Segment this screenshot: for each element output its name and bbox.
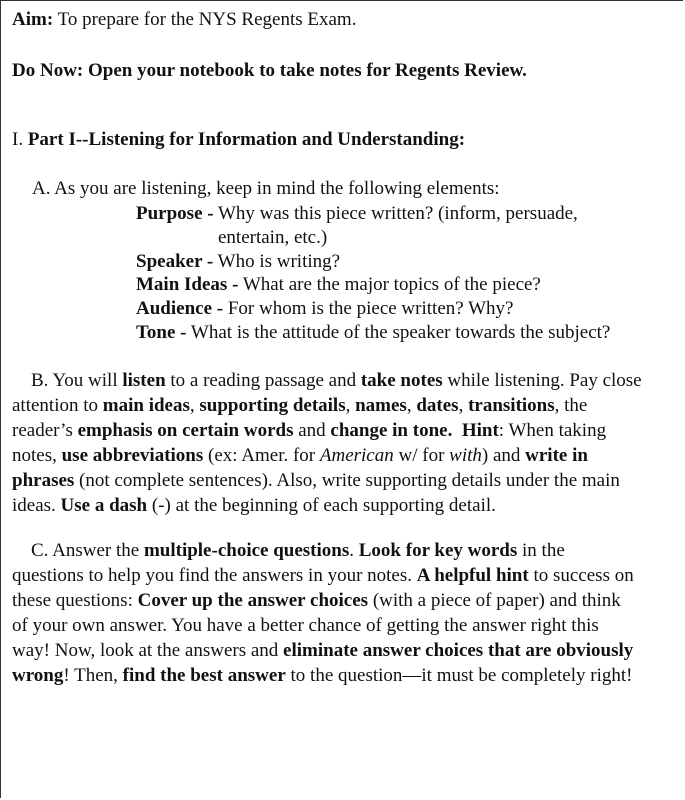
aim-line bbox=[12, 8, 356, 32]
bold-run: supporting details bbox=[199, 395, 346, 416]
do-now-line bbox=[12, 59, 527, 83]
bold-run: Use a dash bbox=[60, 495, 148, 516]
bold-run: Hint bbox=[461, 420, 499, 441]
text-run: of your own answer. You have a better chance of getting the answer right this bbox=[12, 615, 599, 636]
paragraph-line bbox=[12, 563, 684, 588]
bold-run: eliminate answer choices that are obviously bbox=[283, 640, 634, 661]
paragraph-line bbox=[12, 493, 684, 518]
element-desc: What are the major topics of the piece? bbox=[238, 274, 541, 295]
element-desc: Why was this piece written? (inform, persuade, bbox=[213, 203, 578, 224]
element-main-ideas bbox=[136, 273, 541, 297]
text-run: , bbox=[345, 395, 356, 416]
do-now-text: Open your notebook to take notes for Regents Review. bbox=[83, 60, 527, 81]
bold-run: transitions bbox=[468, 395, 555, 416]
text-run: . bbox=[349, 540, 359, 561]
paragraph-line bbox=[12, 638, 684, 663]
paragraph-line bbox=[12, 368, 684, 393]
aim-text: To prepare for the NYS Regents Exam. bbox=[53, 9, 357, 30]
italic-run: American bbox=[319, 445, 394, 466]
paragraph-line bbox=[12, 613, 684, 638]
element-audience bbox=[136, 297, 513, 321]
text-run: (with a piece of paper) and think bbox=[368, 590, 621, 611]
bold-run: multiple-choice questions bbox=[143, 540, 350, 561]
paragraph-line bbox=[12, 588, 684, 613]
element-term: Speaker - bbox=[136, 251, 214, 272]
text-run: B. You will bbox=[12, 370, 123, 391]
text-run: (-) at the beginning of each supporting detail. bbox=[147, 495, 496, 516]
element-term: Purpose - bbox=[136, 203, 214, 224]
part-one-title: Part I--Listening for Information and Understanding: bbox=[27, 129, 466, 150]
aim-label: Aim: bbox=[12, 9, 54, 30]
element-desc: For whom is the piece written? Why? bbox=[223, 298, 514, 319]
text-run: , bbox=[406, 395, 417, 416]
element-speaker bbox=[136, 250, 340, 274]
bold-run: Look for key words bbox=[358, 540, 518, 561]
text-run: C. Answer the bbox=[12, 540, 144, 561]
bold-run: names bbox=[355, 395, 407, 416]
element-desc: What is the attitude of the speaker towards the subject? bbox=[186, 322, 611, 343]
bold-run: dates bbox=[416, 395, 459, 416]
text-run: to a reading passage and bbox=[165, 370, 361, 391]
element-tone bbox=[136, 321, 610, 345]
text-run: (not complete sentences). Also, write supporting details under the main bbox=[74, 470, 620, 491]
bold-run: take notes bbox=[360, 370, 443, 391]
paragraph-line bbox=[12, 663, 684, 688]
text-run: , bbox=[189, 395, 200, 416]
bold-run: change in tone. bbox=[330, 420, 453, 441]
bold-run: use abbreviations bbox=[61, 445, 204, 466]
element-term: Audience - bbox=[136, 298, 224, 319]
bold-run: phrases bbox=[12, 470, 75, 491]
bold-run: wrong bbox=[12, 665, 64, 686]
element-term: Main Ideas - bbox=[136, 274, 239, 295]
text-run: reader’s bbox=[12, 420, 78, 441]
text-run bbox=[452, 420, 462, 441]
section-a-intro: A. As you are listening, keep in mind the following elements: bbox=[32, 178, 500, 199]
do-now-label: Do Now: bbox=[12, 60, 84, 81]
element-desc: Who is writing? bbox=[213, 251, 341, 272]
bold-run: write in bbox=[525, 445, 588, 466]
bold-run: emphasis on certain words bbox=[77, 420, 294, 441]
italic-run: with bbox=[449, 445, 482, 466]
text-run: these questions: bbox=[12, 590, 138, 611]
text-run: ! Then, bbox=[63, 665, 123, 686]
bold-run: main ideas bbox=[102, 395, 190, 416]
section-b-paragraph bbox=[12, 368, 684, 518]
text-run: : When taking bbox=[498, 420, 607, 441]
text-run: while listening. Pay close bbox=[442, 370, 642, 391]
text-run: (ex: Amer. for bbox=[203, 445, 320, 466]
text-run: and bbox=[293, 420, 331, 441]
element-purpose-continued: entertain, etc.) bbox=[218, 227, 328, 248]
text-run: way! Now, look at the answers and bbox=[12, 640, 284, 661]
paragraph-line bbox=[12, 418, 684, 443]
element-term: Tone - bbox=[136, 322, 187, 343]
part-one-numeral: I. bbox=[12, 129, 28, 150]
text-run: notes, bbox=[12, 445, 62, 466]
text-run: questions to help you find the answers in your notes. bbox=[12, 565, 417, 586]
paragraph-line bbox=[12, 443, 684, 468]
text-run: , the bbox=[554, 395, 588, 416]
bold-run: find the best answer bbox=[122, 665, 286, 686]
text-run: to success on bbox=[528, 565, 634, 586]
paragraph-line bbox=[12, 538, 684, 563]
paragraph-line bbox=[12, 468, 684, 493]
bold-run: Cover up the answer choices bbox=[137, 590, 369, 611]
part-one-heading bbox=[12, 128, 465, 152]
bold-run: listen bbox=[122, 370, 166, 391]
text-run: w/ for bbox=[393, 445, 450, 466]
text-run: in the bbox=[517, 540, 565, 561]
text-run: ) and bbox=[481, 445, 526, 466]
text-run: ideas. bbox=[12, 495, 61, 516]
section-c-paragraph bbox=[12, 538, 684, 688]
text-run: attention to bbox=[12, 395, 103, 416]
text-run: to the question—it must be completely right! bbox=[285, 665, 633, 686]
paragraph-line bbox=[12, 393, 684, 418]
text-run: , bbox=[458, 395, 469, 416]
bold-run: A helpful hint bbox=[416, 565, 529, 586]
element-purpose bbox=[136, 202, 578, 226]
